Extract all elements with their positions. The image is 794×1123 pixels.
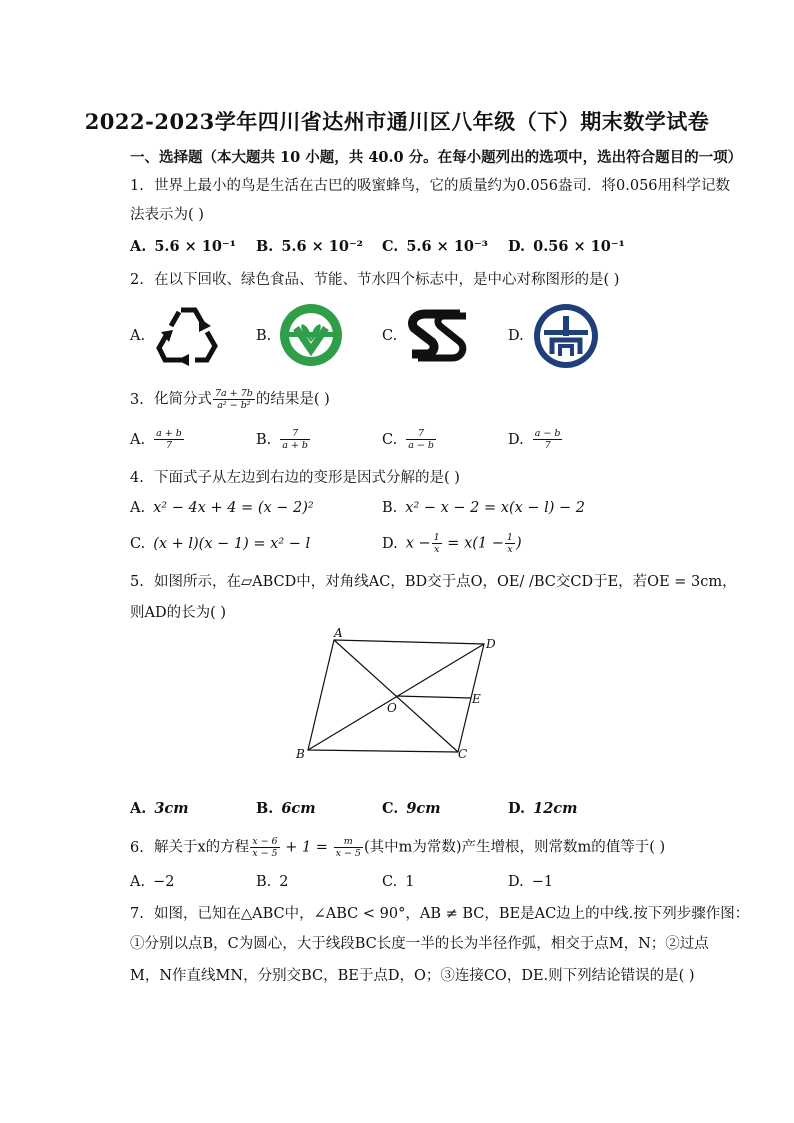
question-2: 2. 在以下回收、绿色食品、节能、节水四个标志中，是中心对称图形的是( ) — [130, 272, 620, 288]
q5-option-c: C. 9cm — [382, 800, 441, 817]
question-7-line-1: 7. 如图，已知在△ABC中，∠ABC < 90°，AB ≠ BC，BE是AC边上的中线.按下列步骤作图： — [130, 906, 750, 922]
question-1-line-2: 法表示为( ) — [130, 207, 204, 223]
q1-option-d: D. 0.56 × 10⁻¹ — [508, 238, 625, 255]
question-5-line-1: 5. 如图所示，在▱ABCD中，对角线AC，BD交于点O，OE/ /BC交CD于E，若OE = 3cm， — [130, 574, 737, 590]
q4-option-d: D. x − $\frac{1}{x}$ = x(1 − $\frac{1}{x}$ ) — [382, 532, 522, 555]
point-e-label: E — [472, 692, 481, 706]
question-5-line-2: 则AD的长为( ) — [130, 605, 227, 621]
q6-option-c: C. 1 — [382, 874, 415, 890]
point-d-label: D — [486, 637, 496, 651]
q6-option-b: B. 2 — [256, 874, 289, 890]
q2-option-b-label: B. — [256, 328, 272, 344]
q3-option-c: C. $\frac{7}{a - b}$ — [382, 428, 434, 451]
question-7-line-3: M，N作直线MN，分别交BC，BE于点D，O；③连接CO，DE.则下列结论错误的是( ) — [130, 968, 695, 984]
point-a-label: A — [334, 626, 343, 640]
q1-option-b: B. 5.6 × 10⁻² — [256, 238, 363, 255]
q1-option-c: C. 5.6 × 10⁻³ — [382, 238, 488, 255]
section-heading: 一、选择题（本大题共 10 小题，共 40.0 分。在每小题列出的选项中，选出符合题目的一项） — [130, 149, 743, 166]
question-1-line-1: 1. 世界上最小的鸟是生活在古巴的吸蜜蜂鸟，它的质量约为0.056盎司．将0.056用科学记数 — [130, 178, 731, 194]
page-title: 2022-2023学年四川省达州市通川区八年级（下）期末数学试卷 — [84, 109, 710, 134]
q1-option-a: A. 5.6 × 10⁻¹ — [130, 238, 236, 255]
question-3: 3. 化简分式 $\frac{7a + 7b}{\text{a² − b²}}$ 的结果是( ) — [130, 388, 330, 411]
q2-option-a-label: A. — [130, 328, 146, 344]
point-c-label: C — [458, 747, 468, 761]
q6-option-a: A. −2 — [130, 874, 175, 890]
green-food-icon — [278, 302, 344, 368]
q5-option-b: B. 6cm — [256, 800, 316, 817]
q5-option-d: D. 12cm — [508, 800, 578, 817]
q3-option-d: D. $\frac{a - b}{7}$ — [508, 428, 561, 451]
q2-option-c-label: C. — [382, 328, 398, 344]
parallelogram-diagram — [290, 624, 510, 766]
q5-option-a: A. 3cm — [130, 800, 189, 817]
question-4: 4. 下面式子从左边到右边的变形是因式分解的是( ) — [130, 470, 460, 486]
diagonal-bd — [308, 644, 484, 750]
question-7-line-2: ①分别以点B，C为圆心，大于线段BC长度一半的长为半径作弧，相交于点M，N；②过点 — [130, 936, 709, 952]
point-o-label: O — [387, 701, 397, 715]
q3-option-b: B. $\frac{7}{a + b}$ — [256, 428, 309, 451]
q3-fraction: $\frac{7a + 7b}{\text{a² − b²}}$ — [215, 388, 253, 411]
energy-saving-icon — [404, 304, 474, 366]
recycle-icon — [155, 302, 221, 368]
q2-option-d-label: D. — [508, 328, 524, 344]
question-6: 6. 解关于x的方程 $\frac{x - 6}{x - 5}$ + 1 = $\frac{m}{x - 5}$ (其中m为常数)产生增根，则常数m的值等于( ) — [130, 836, 666, 859]
q4-option-a: A. x² − 4x + 4 = (x − 2)² — [130, 500, 314, 516]
segment-oe — [396, 696, 471, 698]
q6-option-d: D. −1 — [508, 874, 554, 890]
q4-option-c: C. (x + l)(x − 1) = x² − l — [130, 536, 311, 552]
q4-option-b: B. x² − x − 2 = x(x − l) − 2 — [382, 500, 586, 516]
water-saving-icon — [532, 302, 600, 370]
point-b-label: B — [296, 747, 305, 761]
q3-option-a: A. $\frac{a + b}{7}$ — [130, 428, 182, 451]
